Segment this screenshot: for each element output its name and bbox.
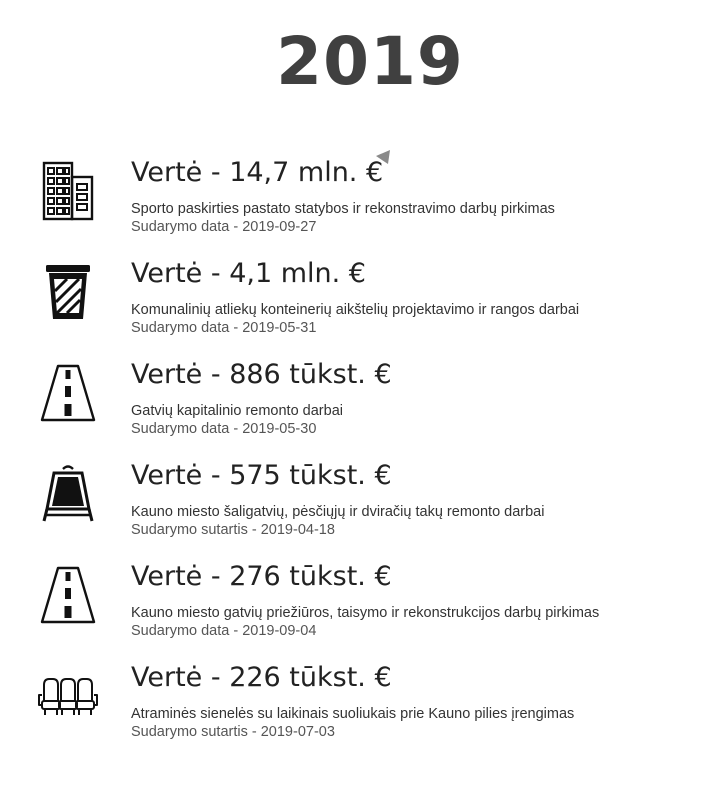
contract-date: Sudarymo sutartis - 2019-04-18 (131, 522, 335, 538)
contract-item (0, 552, 720, 653)
road-icon (38, 362, 98, 424)
contract-value: Vertė - 226 tūkst. € (131, 662, 392, 693)
contract-value: Vertė - 886 tūkst. € (131, 359, 392, 390)
contract-date: Sudarymo sutartis - 2019-07-03 (131, 724, 335, 740)
contract-description: Sporto paskirties pastato statybos ir rekonstravimo darbų pirkimas (131, 201, 555, 217)
contract-value: Vertė - 575 tūkst. € (131, 460, 392, 491)
contract-description: Kauno miesto gatvių priežiūros, taisymo ir rekonstrukcijos darbų pirkimas (131, 605, 600, 621)
contract-description: Atraminės sienelės su laikinais suoliukais prie Kauno pilies įrengimas (131, 706, 575, 722)
contract-item (0, 350, 720, 451)
contract-item (0, 653, 720, 754)
contract-date: Sudarymo data - 2019-09-27 (131, 219, 317, 235)
contract-list (0, 148, 720, 754)
contract-item (0, 249, 720, 350)
seats-icon (38, 665, 98, 727)
road-icon (38, 564, 98, 626)
building-icon (38, 160, 98, 222)
trash-bin-icon (38, 261, 98, 323)
contract-value: Vertė - 4,1 mln. € (131, 258, 366, 289)
contract-date: Sudarymo data - 2019-09-04 (131, 623, 317, 639)
contract-date: Sudarymo data - 2019-05-31 (131, 320, 317, 336)
contract-description: Gatvių kapitalinio remonto darbai (131, 403, 343, 419)
contract-item (0, 451, 720, 552)
sandwich-board-icon (38, 463, 98, 525)
contract-description: Komunalinių atliekų konteinerių aikštelių projektavimo ir rangos darbai (131, 302, 580, 318)
contract-value: Vertė - 276 tūkst. € (131, 561, 392, 592)
contract-item (0, 148, 720, 249)
page-title: 2019 (276, 23, 464, 100)
contract-date: Sudarymo data - 2019-05-30 (131, 421, 317, 437)
contract-description: Kauno miesto šaligatvių, pėsčiųjų ir dviračių takų remonto darbai (131, 504, 545, 520)
contract-value: Vertė - 14,7 mln. € (131, 157, 384, 188)
